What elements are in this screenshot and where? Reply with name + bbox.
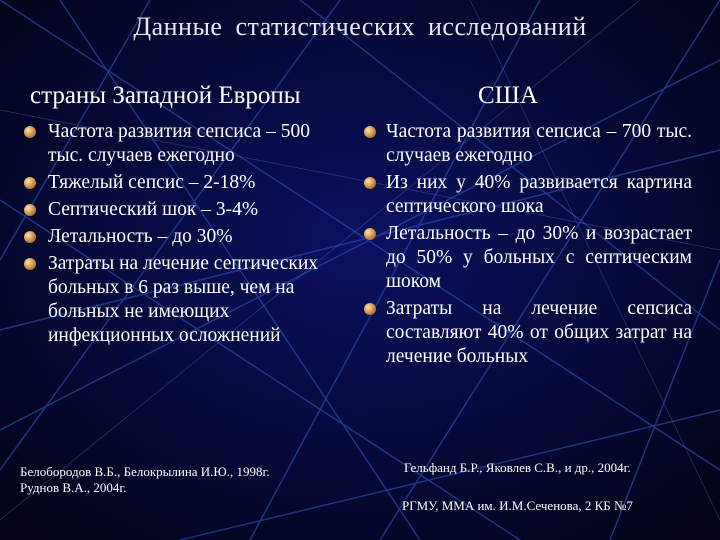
bullet-icon xyxy=(24,258,36,270)
usa-reference-institution: РГМУ, ММА им. И.М.Сеченова, 2 КБ №7 xyxy=(402,498,633,513)
list-item-text: Затраты на лечение септических больных в 6 раз выше, чем на больных не имеющих инфекционных осложнений xyxy=(48,253,319,346)
list-item-text: Частота развития сепсиса – 500 тыс. случаев ежегодно xyxy=(48,121,310,166)
list-item-text: Частота развития сепсиса – 700 тыс. случаев ежегодно xyxy=(386,121,692,166)
bullet-icon xyxy=(364,303,376,315)
reference-line: Белобородов В.Б., Белокрылина И.Ю., 1998г. xyxy=(20,464,270,479)
list-item-text: Летальность – до 30% xyxy=(48,226,233,247)
bullet-icon xyxy=(24,177,36,189)
western-europe-heading: страны Западной Европы xyxy=(30,82,301,109)
list-item-text: Затраты на лечение сепсиса составляют 40% от общих затрат на лечение больных xyxy=(386,298,692,367)
list-item-text: Септический шок – 3-4% xyxy=(48,199,259,220)
list-item xyxy=(20,198,342,222)
bullet-icon xyxy=(24,126,36,138)
list-item xyxy=(20,120,342,168)
list-item xyxy=(20,252,342,348)
bullet-icon xyxy=(24,231,36,243)
list-item xyxy=(362,171,692,219)
usa-reference-authors: Гельфанд Б.Р., Яковлев С.В., и др., 2004г. xyxy=(404,460,631,475)
list-item-text: Летальность – до 30% и возрастает до 50% у больных с септическим шоком xyxy=(386,223,692,292)
western-europe-references xyxy=(20,464,340,496)
western-europe-statistics-list xyxy=(20,120,342,351)
list-item-text: Из них у 40% развивается картина септического шока xyxy=(386,172,692,217)
list-item xyxy=(20,225,342,249)
slide-title: Данные статистических исследований xyxy=(133,12,587,41)
usa-heading: США xyxy=(478,82,538,109)
list-item xyxy=(362,222,692,294)
list-item xyxy=(362,297,692,369)
bullet-icon xyxy=(364,228,376,240)
usa-statistics-list xyxy=(362,120,692,372)
list-item-text: Тяжелый сепсис – 2-18% xyxy=(48,172,256,193)
list-item xyxy=(20,171,342,195)
list-item xyxy=(362,120,692,168)
bullet-icon xyxy=(364,177,376,189)
bullet-icon xyxy=(364,126,376,138)
bullet-icon xyxy=(24,204,36,216)
reference-line: Руднов В.А., 2004г. xyxy=(20,480,127,495)
